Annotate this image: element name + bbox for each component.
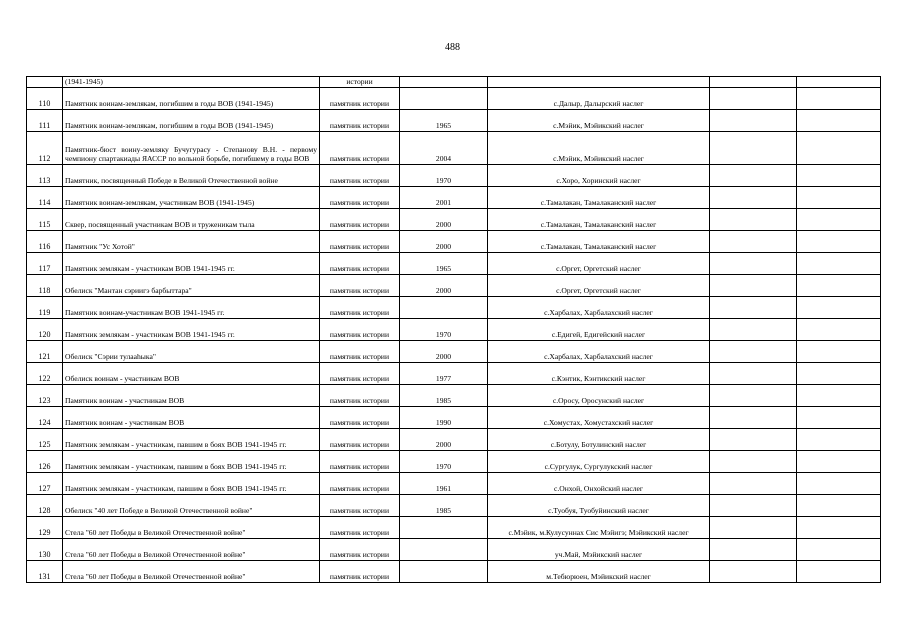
empty-cell <box>797 341 881 363</box>
year-erected: 1990 <box>400 407 488 429</box>
table-row <box>27 165 881 187</box>
year-erected: 2004 <box>400 132 488 165</box>
row-number: 127 <box>27 473 63 495</box>
monument-name: Памятник воинам-землякам, погибшим в годы ВОВ (1941-1945) <box>63 110 320 132</box>
empty-cell <box>797 187 881 209</box>
table-row <box>27 363 881 385</box>
empty-cell <box>797 165 881 187</box>
empty-cell <box>710 341 797 363</box>
empty-cell <box>710 253 797 275</box>
monument-type: памятник истории <box>320 451 400 473</box>
empty-cell <box>710 429 797 451</box>
year-erected: 2000 <box>400 429 488 451</box>
year-erected: 1985 <box>400 495 488 517</box>
monument-type: истории <box>320 77 400 88</box>
table-row <box>27 209 881 231</box>
location: с.Харбалах, Харбалахский наслег <box>488 297 710 319</box>
empty-cell <box>797 319 881 341</box>
row-number <box>27 77 63 88</box>
empty-cell <box>710 132 797 165</box>
empty-cell <box>797 363 881 385</box>
empty-cell <box>797 407 881 429</box>
year-erected <box>400 88 488 110</box>
row-number: 129 <box>27 517 63 539</box>
row-number: 114 <box>27 187 63 209</box>
empty-cell <box>797 561 881 583</box>
year-erected: 1965 <box>400 110 488 132</box>
monument-type: памятник истории <box>320 517 400 539</box>
location: с.Хомустах, Хомустахский наслег <box>488 407 710 429</box>
year-erected: 1970 <box>400 451 488 473</box>
location: с.Оргет, Оргетский наслег <box>488 253 710 275</box>
empty-cell <box>797 77 881 88</box>
row-number: 126 <box>27 451 63 473</box>
monument-type: памятник истории <box>320 363 400 385</box>
row-number: 119 <box>27 297 63 319</box>
row-number: 111 <box>27 110 63 132</box>
empty-cell <box>797 275 881 297</box>
monument-type: памятник истории <box>320 165 400 187</box>
monument-type: памятник истории <box>320 88 400 110</box>
empty-cell <box>710 561 797 583</box>
table-row <box>27 407 881 429</box>
empty-cell <box>710 297 797 319</box>
year-erected: 1970 <box>400 165 488 187</box>
monument-type: памятник истории <box>320 297 400 319</box>
table-row <box>27 429 881 451</box>
row-number: 112 <box>27 132 63 165</box>
empty-cell <box>797 429 881 451</box>
year-erected: 2001 <box>400 187 488 209</box>
table-row <box>27 132 881 165</box>
location: с.Ботулу, Ботулинский наслег <box>488 429 710 451</box>
monument-name: Стела "60 лет Победы в Великой Отечественной войне" <box>63 517 320 539</box>
year-erected: 1977 <box>400 363 488 385</box>
location: с.Харбалах, Харбалахский наслег <box>488 341 710 363</box>
monument-name: Памятник землякам - участникам ВОВ 1941-1945 гг. <box>63 253 320 275</box>
empty-cell <box>710 77 797 88</box>
year-erected <box>400 539 488 561</box>
monument-type: памятник истории <box>320 385 400 407</box>
empty-cell <box>710 473 797 495</box>
monument-type: памятник истории <box>320 231 400 253</box>
row-number: 113 <box>27 165 63 187</box>
empty-cell <box>797 385 881 407</box>
table-row <box>27 88 881 110</box>
year-erected <box>400 517 488 539</box>
table-row <box>27 297 881 319</box>
row-number: 121 <box>27 341 63 363</box>
monument-name: Памятник воинам-землякам, погибшим в годы ВОВ (1941-1945) <box>63 88 320 110</box>
year-erected <box>400 297 488 319</box>
location: м.Тебюрюен, Мэйикский наслег <box>488 561 710 583</box>
row-number: 125 <box>27 429 63 451</box>
monument-name: Памятник землякам - участникам, павшим в боях ВОВ 1941-1945 гг. <box>63 429 320 451</box>
empty-cell <box>710 165 797 187</box>
monument-name: Стела "60 лет Победы в Великой Отечественной войне" <box>63 539 320 561</box>
table-row <box>27 385 881 407</box>
location: с.Туобуя, Туобуйинский наслег <box>488 495 710 517</box>
monument-name: Памятник землякам - участникам ВОВ 1941-1945 гг. <box>63 319 320 341</box>
year-erected: 2000 <box>400 209 488 231</box>
table-row <box>27 473 881 495</box>
empty-cell <box>710 407 797 429</box>
location: с.Онхой, Онхойский наслег <box>488 473 710 495</box>
empty-cell <box>710 539 797 561</box>
monument-type: памятник истории <box>320 473 400 495</box>
row-number: 115 <box>27 209 63 231</box>
empty-cell <box>797 473 881 495</box>
table-row <box>27 77 881 88</box>
row-number: 120 <box>27 319 63 341</box>
monument-name: Стела "60 лет Победы в Великой Отечественной войне" <box>63 561 320 583</box>
monument-type: памятник истории <box>320 253 400 275</box>
monument-name: Памятник землякам - участникам, павшим в боях ВОВ 1941-1945 гг. <box>63 473 320 495</box>
monument-type: памятник истории <box>320 429 400 451</box>
monument-type: памятник истории <box>320 132 400 165</box>
year-erected <box>400 561 488 583</box>
row-number: 131 <box>27 561 63 583</box>
location: с.Сургулук, Сургулукский наслег <box>488 451 710 473</box>
year-erected: 2000 <box>400 275 488 297</box>
monument-name: Обелиск "Мантан сэриигэ барбыттара" <box>63 275 320 297</box>
monument-name: Обелиск "40 лет Победе в Великой Отечественной войне" <box>63 495 320 517</box>
empty-cell <box>797 517 881 539</box>
location: с.Тамалакан, Тамалаканский наслег <box>488 231 710 253</box>
row-number: 130 <box>27 539 63 561</box>
empty-cell <box>797 132 881 165</box>
location: с.Мэйик, м.Кулусуннах Сис Мэйигэ; Мэйикский наслег <box>488 517 710 539</box>
row-number: 110 <box>27 88 63 110</box>
page-number: 488 <box>445 42 460 53</box>
row-number: 123 <box>27 385 63 407</box>
empty-cell <box>797 451 881 473</box>
monument-type: памятник истории <box>320 407 400 429</box>
empty-cell <box>797 253 881 275</box>
monument-name: (1941-1945) <box>63 77 320 88</box>
table-body <box>27 77 881 583</box>
table-row <box>27 451 881 473</box>
empty-cell <box>710 495 797 517</box>
empty-cell <box>710 517 797 539</box>
monument-name: Сквер, посвященный участникам ВОВ и труженикам тыла <box>63 209 320 231</box>
empty-cell <box>797 297 881 319</box>
location: с.Тамалакан, Тамалаканский наслег <box>488 187 710 209</box>
monument-type: памятник истории <box>320 275 400 297</box>
table-row <box>27 253 881 275</box>
location: с.Мэйик, Мэйикский наслег <box>488 132 710 165</box>
monument-name: Памятник воинам-участникам ВОВ 1941-1945 гг. <box>63 297 320 319</box>
empty-cell <box>710 209 797 231</box>
location: с.Мэйик, Мэйикский наслег <box>488 110 710 132</box>
monument-type: памятник истории <box>320 561 400 583</box>
empty-cell <box>797 539 881 561</box>
row-number: 122 <box>27 363 63 385</box>
table-row <box>27 275 881 297</box>
table-row <box>27 341 881 363</box>
empty-cell <box>710 319 797 341</box>
row-number: 117 <box>27 253 63 275</box>
monument-name: Памятник землякам - участникам, павшим в боях ВОВ 1941-1945 гг. <box>63 451 320 473</box>
year-erected: 1985 <box>400 385 488 407</box>
location <box>488 77 710 88</box>
empty-cell <box>710 231 797 253</box>
empty-cell <box>797 209 881 231</box>
table-row <box>27 319 881 341</box>
table-row <box>27 495 881 517</box>
monument-name: Памятник-бюст воину-земляку Бучугурасу - Степанову В.Н. - первому чемпиону спартакиады ЯАССР по вольной борьбе, погибшему в годы ВОВ <box>63 132 320 165</box>
empty-cell <box>797 110 881 132</box>
empty-cell <box>710 88 797 110</box>
location: с.Далыр, Далырский наслег <box>488 88 710 110</box>
year-erected: 2000 <box>400 231 488 253</box>
monument-name: Памятник воинам - участникам ВОВ <box>63 407 320 429</box>
row-number: 118 <box>27 275 63 297</box>
monument-type: памятник истории <box>320 187 400 209</box>
table-row <box>27 110 881 132</box>
location: с.Кэнтик, Кэнтикский наслег <box>488 363 710 385</box>
monument-type: памятник истории <box>320 110 400 132</box>
table-row <box>27 231 881 253</box>
location: с.Оргет, Оргетский наслег <box>488 275 710 297</box>
table-row <box>27 539 881 561</box>
monument-name: Памятник, посвященный Победе в Великой Отечественной войне <box>63 165 320 187</box>
monument-name: Памятник воинам - участникам ВОВ <box>63 385 320 407</box>
location: с.Оросу, Оросунский наслег <box>488 385 710 407</box>
table-row <box>27 561 881 583</box>
empty-cell <box>797 88 881 110</box>
year-erected: 1965 <box>400 253 488 275</box>
row-number: 128 <box>27 495 63 517</box>
monument-name: Памятник воинам-землякам, участникам ВОВ (1941-1945) <box>63 187 320 209</box>
table-row <box>27 517 881 539</box>
location: с.Едигей, Едигейский наслег <box>488 319 710 341</box>
empty-cell <box>710 187 797 209</box>
monument-name: Памятник "Ус Хотой" <box>63 231 320 253</box>
year-erected: 2000 <box>400 341 488 363</box>
empty-cell <box>710 275 797 297</box>
monument-name: Обелиск воинам - участникам ВОВ <box>63 363 320 385</box>
empty-cell <box>710 363 797 385</box>
monument-type: памятник истории <box>320 539 400 561</box>
table-row <box>27 187 881 209</box>
monument-type: памятник истории <box>320 209 400 231</box>
empty-cell <box>710 110 797 132</box>
empty-cell <box>710 385 797 407</box>
location: с.Хоро, Хоринский наслег <box>488 165 710 187</box>
monument-name: Обелиск "Сэрии тулааhыка" <box>63 341 320 363</box>
empty-cell <box>710 451 797 473</box>
year-erected: 1961 <box>400 473 488 495</box>
monuments-table <box>26 76 881 583</box>
year-erected: 1970 <box>400 319 488 341</box>
empty-cell <box>797 495 881 517</box>
monument-type: памятник истории <box>320 341 400 363</box>
location: с.Тамалакан, Тамалаканский наслег <box>488 209 710 231</box>
location: уч.Май, Мэйикский наслег <box>488 539 710 561</box>
monument-type: памятник истории <box>320 495 400 517</box>
row-number: 116 <box>27 231 63 253</box>
row-number: 124 <box>27 407 63 429</box>
monument-type: памятник истории <box>320 319 400 341</box>
empty-cell <box>797 231 881 253</box>
year-erected <box>400 77 488 88</box>
